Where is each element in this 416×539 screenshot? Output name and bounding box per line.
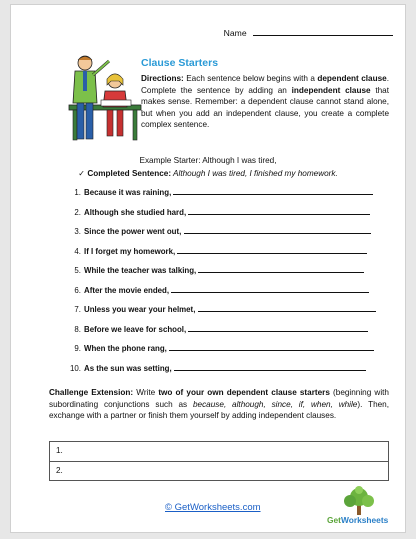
example-completed	[11, 168, 405, 178]
directions-text-2: . Complete the sentence by adding an	[141, 74, 389, 95]
list-item: 9. When the phone rang,	[61, 343, 391, 363]
answer-line[interactable]	[171, 285, 369, 293]
answer-line[interactable]	[188, 207, 370, 215]
challenge-paragraph: Challenge Extension: Write two of your own dependent clause starters (beginning with subordinating conjunctions such as because, although, since, if, when, while). Then, exchange with a partner or finish them yourself by adding independent clauses.	[49, 388, 390, 420]
challenge-conjunctions: because, although, since, if, when, while	[192, 399, 358, 409]
list-item: 6. After the movie ended,	[61, 285, 391, 305]
list-item: 5. While the teacher was talking,	[61, 265, 391, 285]
challenge-answer-box	[49, 441, 389, 481]
worksheet-page	[10, 4, 406, 533]
name-label: Name	[223, 28, 247, 38]
name-blank-line[interactable]	[253, 27, 393, 36]
list-item: 7. Unless you wear your helmet,	[61, 304, 391, 324]
logo-wordmark: GetWorksheets	[327, 515, 389, 525]
list-item: 3. Since the power went out,	[61, 226, 391, 246]
challenge-bold: two of your own dependent clause starters	[158, 388, 330, 397]
directions-bold-1: dependent clause	[317, 74, 387, 83]
answer-line[interactable]	[174, 363, 366, 371]
directions-paragraph	[141, 73, 389, 131]
directions-text-3: that makes sense. Remember: a dependent clause cannot stand alone, but when you add an independent clause, you create a complete complex sentence.	[141, 85, 389, 129]
answer-line[interactable]	[184, 226, 371, 234]
answer-line[interactable]	[169, 343, 374, 351]
footer-link[interactable]: © GetWorksheets.com	[165, 502, 261, 513]
directions-label: Directions:	[141, 74, 184, 83]
list-item: 10. As the sun was setting,	[61, 363, 391, 383]
completed-text: Although I was tired, I finished my homework.	[171, 169, 338, 178]
worksheet-title: Clause Starters	[141, 57, 219, 69]
name-row	[11, 27, 393, 38]
answer-line[interactable]	[198, 265, 364, 273]
list-item: 2. Although she studied hard,	[61, 207, 391, 227]
answer-line[interactable]	[173, 187, 373, 195]
directions-text-1: Each sentence below begins with a	[183, 74, 318, 83]
answer-row-1[interactable]: 1.	[56, 446, 63, 455]
list-item: 8. Before we leave for school,	[61, 324, 391, 344]
list-item: 4. If I forget my homework,	[61, 246, 391, 266]
teacher-student-illustration	[65, 53, 145, 141]
list-item: 1. Because it was raining,	[61, 187, 391, 207]
directions-bold-2: independent clause	[291, 85, 371, 95]
answer-line[interactable]	[198, 304, 376, 312]
challenge-label: Challenge Extension:	[49, 388, 134, 397]
check-icon: ✓	[78, 169, 86, 178]
answer-line[interactable]	[177, 246, 367, 254]
example-starter: Example Starter: Although I was tired,	[139, 156, 277, 165]
answer-row-2[interactable]: 2.	[50, 461, 388, 480]
completed-label: Completed Sentence:	[87, 169, 172, 178]
answer-line[interactable]	[188, 324, 368, 332]
sentence-list	[61, 187, 391, 382]
